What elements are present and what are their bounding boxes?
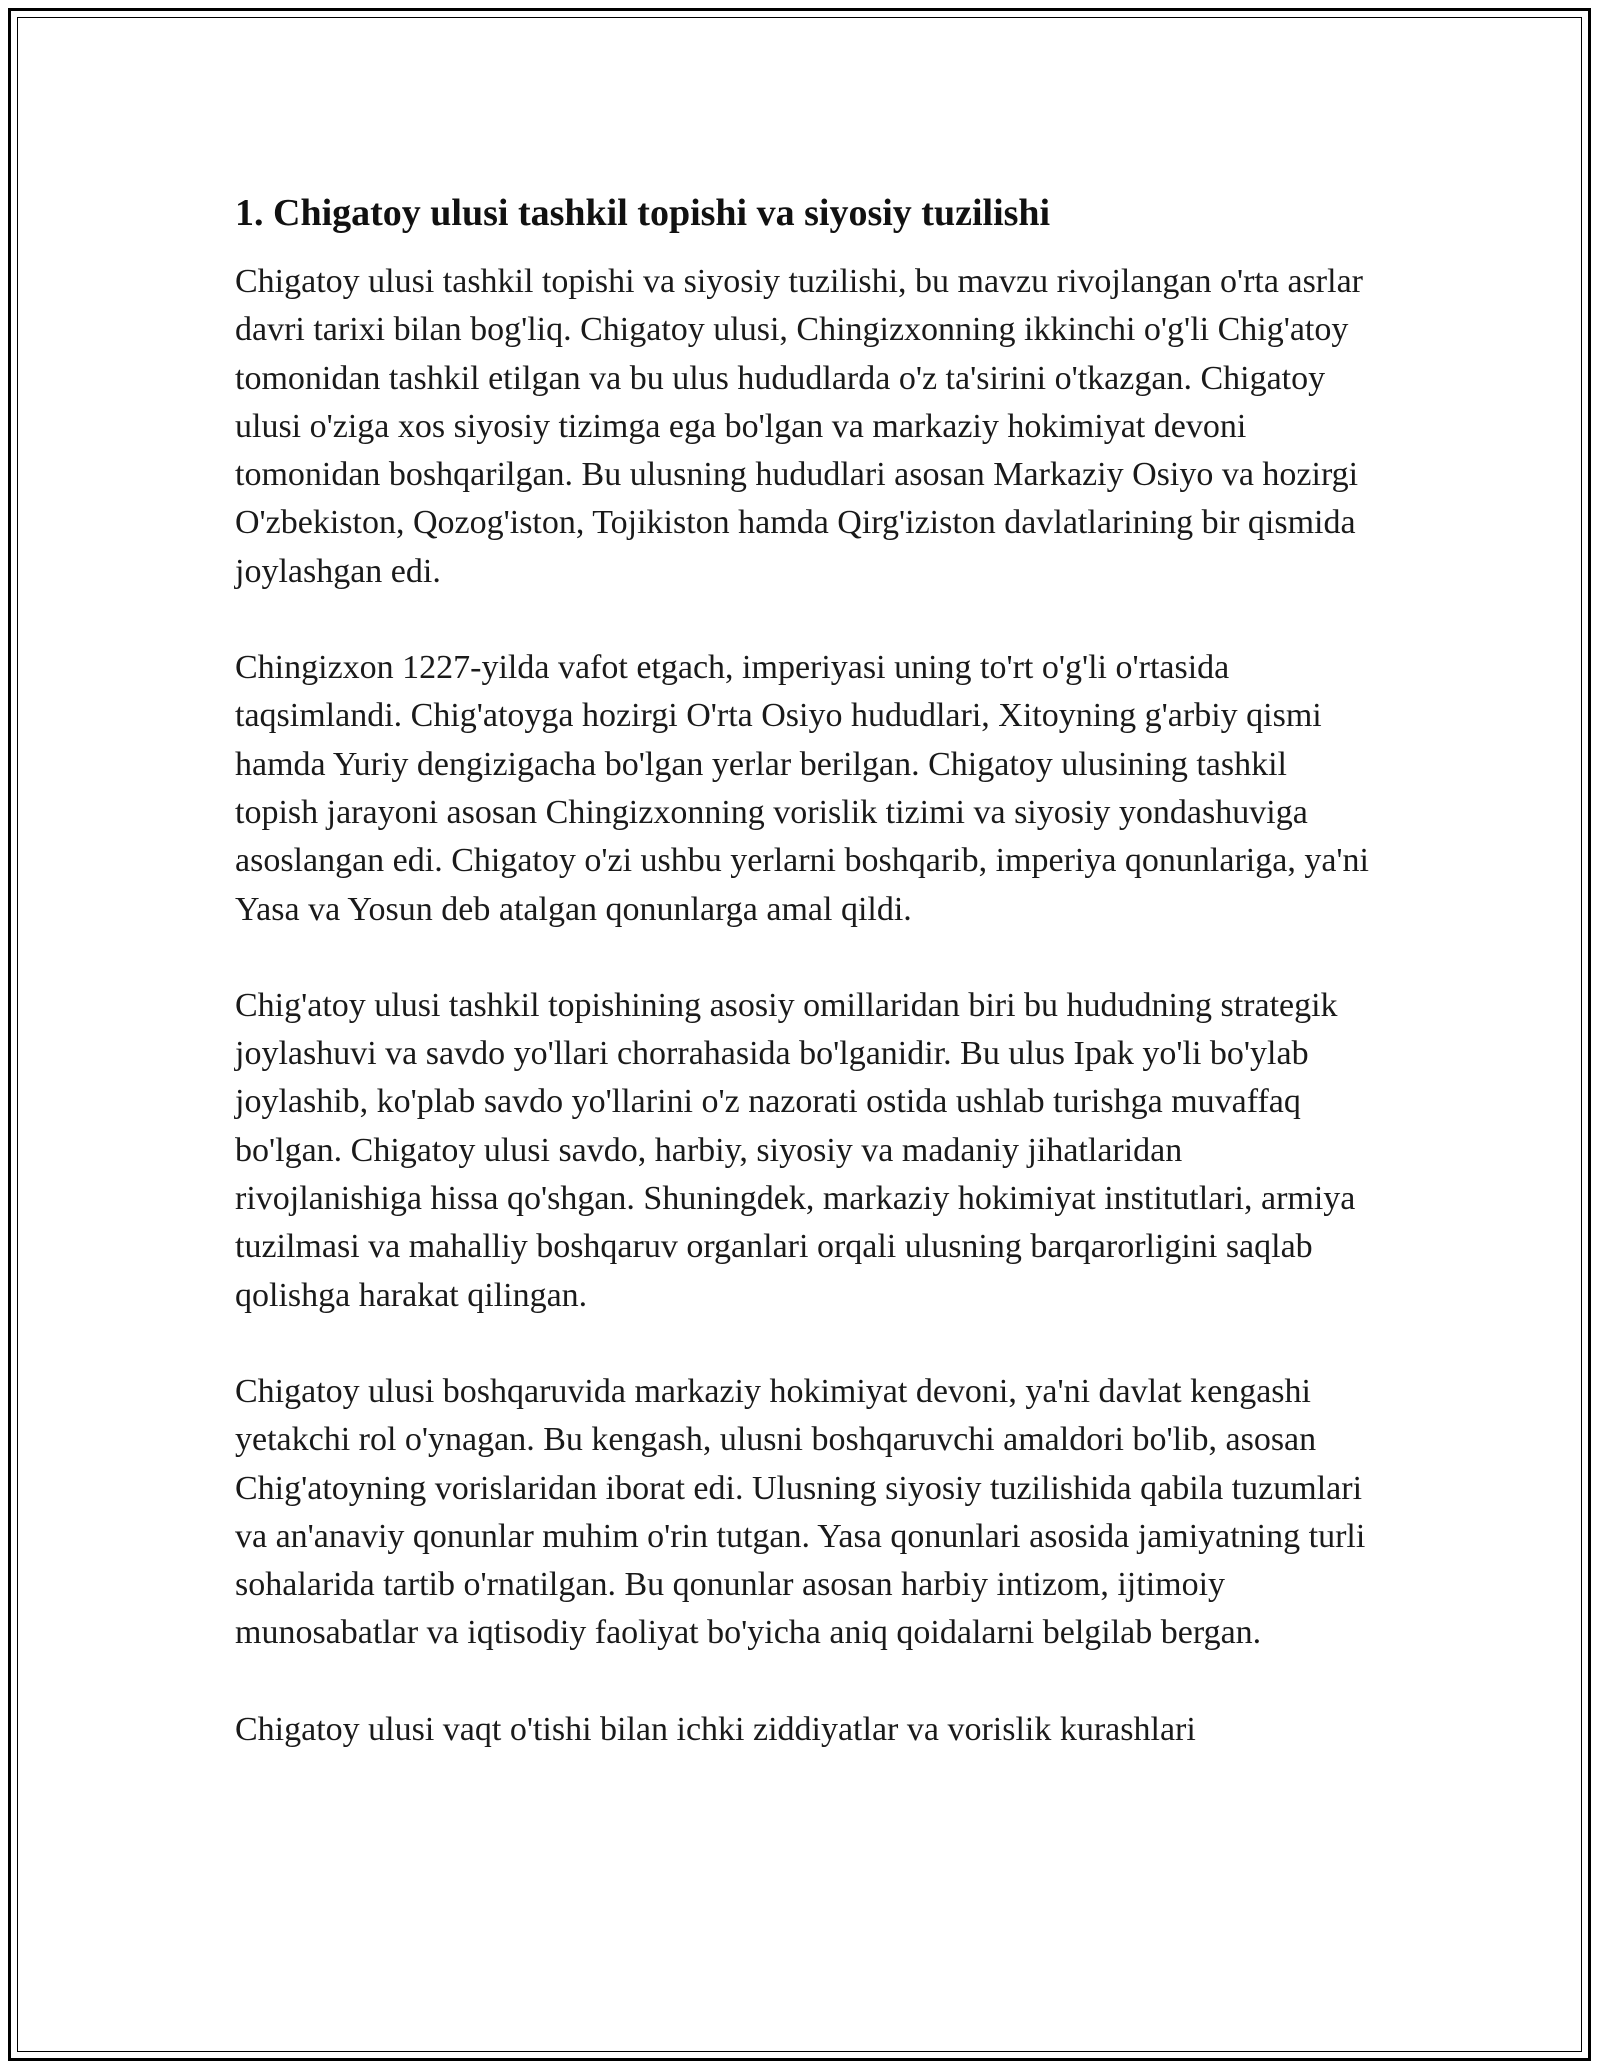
paragraph-1: Chigatoy ulusi tashkil topishi va siyosiy tuzilishi, bu mavzu rivojlangan o'rta asrlar davri tarixi bilan bog'liq. Chigatoy ulusi, Chingizxonning ikkinchi o'g'li Chig'atoy tomonidan tashkil etilgan va bu ulus hududlarda o'z ta'sirini o'tkazgan. Chigatoy ulusi o'ziga xos siyosiy tizimga ega bo'lgan va markaziy hokimiyat devoni tomonidan boshqarilgan. Bu ulusning hududlari asosan Markaziy Osiyo va hozirgi O'zbekiston, Qozog'iston, Tojikiston hamda Qirg'iziston davlatlarining bir qismida joylashgan edi. <box>235 263 1363 590</box>
paragraph-2: Chingizxon 1227-yilda vafot etgach, imperiyasi uning to'rt o'g'li o'rtasida taqsimlandi. Chig'atoyga hozirgi O'rta Osiyo hududlari, Xitoyning g'arbiy qismi hamda Yuriy dengizigacha bo'lgan yerlar berilgan. Chigatoy ulusining tashkil topish jarayoni asosan Chingizxonning vorislik tizimi va siyosiy yondashuviga asoslangan edi. Chigatoy o'zi ushbu yerlarni boshqarib, imperiya qonunlariga, ya'ni Yasa va Yosun deb atalgan qonunlarga amal qildi. <box>235 649 1369 928</box>
paragraph-5: Chigatoy ulusi vaqt o'tishi bilan ichki ziddiyatlar va vorislik kurashlari <box>235 1710 1196 1748</box>
section-heading: 1. Chigatoy ulusi tashkil topishi va siyosiy tuzilishi <box>235 192 1051 234</box>
paragraph-3: Chig'atoy ulusi tashkil topishining asosiy omillaridan biri bu hududning strategik joylashuvi va savdo yo'llari chorrahasida bo'lganidir. Bu ulus Ipak yo'li bo'ylab joylashib, ko'plab savdo yo'llarini o'z nazorati ostida ushlab turishga muvaffaq bo'lgan. Chigatoy ulusi savdo, harbiy, siyosiy va madaniy jihatlaridan rivojlanishiga hissa qo'shgan. Shuningdek, markaziy hokimiyat institutlari, armiya tuzilmasi va mahalliy boshqaruv organlari orqali ulusning barqarorligini saqlab qolishga harakat qilingan. <box>235 986 1356 1314</box>
paragraph-4: Chigatoy ulusi boshqaruvida markaziy hokimiyat devoni, ya'ni davlat kengashi yetakchi rol o'ynagan. Bu kengash, ulusni boshqaruvchi amaldori bo'lib, asosan Chig'atoyning vorislaridan iborat edi. Ulusning siyosiy tuzilishida qabila tuzumlari va an'anaviy qonunlar muhim o'rin tutgan. Yasa qonunlari asosida jamiyatning turli sohalarida tartib o'rnatilgan. Bu qonunlar asosan harbiy intizom, ijtimoiy munosabatlar va iqtisodiy faoliyat bo'yicha aniq qoidalarni belgilab bergan. <box>235 1372 1366 1652</box>
document-body <box>235 188 1375 1802</box>
